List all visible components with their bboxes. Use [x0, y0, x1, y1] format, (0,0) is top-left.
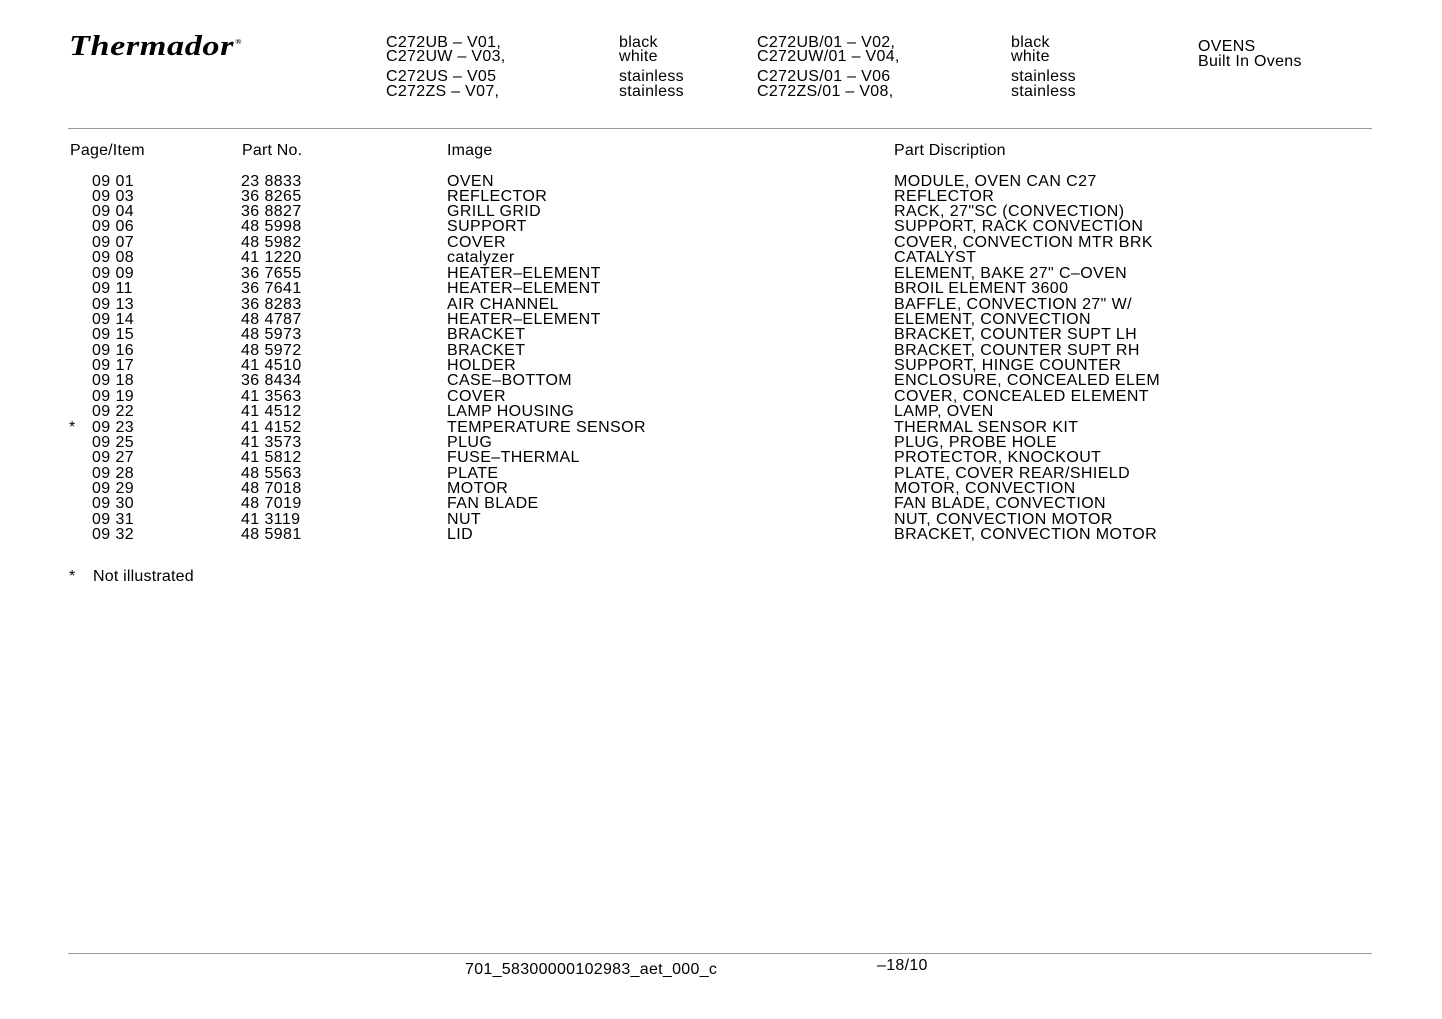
image-cell: MOTOR [447, 480, 509, 497]
page-item-cell: 09 14 [92, 311, 135, 328]
description-cell: PROTECTOR, KNOCKOUT [894, 449, 1102, 466]
page-item-cell: 09 11 [92, 280, 133, 297]
document-revision: –18/10 [877, 957, 928, 974]
page-item-cell: 09 31 [92, 511, 135, 528]
product-category [1198, 39, 1302, 69]
table-row [0, 343, 1442, 358]
page-item-cell: 09 15 [92, 326, 135, 343]
page-item-cell: 09 30 [92, 495, 135, 512]
table-row [0, 450, 1442, 465]
model-color: stainless [619, 68, 684, 85]
image-cell: BRACKET [447, 326, 526, 343]
image-cell: BRACKET [447, 342, 526, 359]
part-number-cell: 41 4152 [241, 419, 302, 436]
page-item-cell: 09 18 [92, 372, 135, 389]
table-row [0, 358, 1442, 373]
description-cell: SUPPORT, HINGE COUNTER [894, 357, 1122, 374]
description-cell: ENCLOSURE, CONCEALED ELEM [894, 372, 1161, 389]
image-cell: LAMP HOUSING [447, 403, 575, 420]
image-cell: GRILL GRID [447, 203, 542, 220]
table-row [0, 174, 1442, 189]
page-item-cell: 09 25 [92, 434, 135, 451]
image-cell: COVER [447, 234, 506, 251]
description-cell: COVER, CONCEALED ELEMENT [894, 388, 1149, 405]
table-row [0, 435, 1442, 450]
table-row [0, 512, 1442, 527]
image-cell: LID [447, 526, 474, 543]
description-cell: FAN BLADE, CONVECTION [894, 495, 1106, 512]
column-header-description: Part Discription [894, 142, 1006, 159]
document-number: 701_58300000102983_aet_000_c [465, 961, 718, 978]
page-item-cell: 09 28 [92, 465, 135, 482]
description-cell: MOTOR, CONVECTION [894, 480, 1076, 497]
column-header-part-no: Part No. [242, 142, 303, 159]
page-item-cell: 09 06 [92, 218, 135, 235]
footnote-text: Not illustrated [93, 568, 194, 585]
model-color: black [1011, 34, 1050, 51]
page-item-cell: 09 19 [92, 388, 135, 405]
description-cell: BRACKET, CONVECTION MOTOR [894, 526, 1158, 543]
image-cell: OVEN [447, 173, 494, 190]
image-cell: PLUG [447, 434, 493, 451]
image-cell: catalyzer [447, 249, 515, 266]
description-cell: ELEMENT, CONVECTION [894, 311, 1091, 328]
image-cell: COVER [447, 388, 506, 405]
description-cell: BRACKET, COUNTER SUPT LH [894, 326, 1138, 343]
category-subtitle: Built In Ovens [1198, 53, 1302, 70]
table-row [0, 466, 1442, 481]
part-number-cell: 41 3563 [241, 388, 302, 405]
table-row [0, 219, 1442, 234]
image-cell: REFLECTOR [447, 188, 548, 205]
table-row [0, 481, 1442, 496]
model-number: C272UW – V03, [386, 48, 506, 65]
part-number-cell: 48 5972 [241, 342, 302, 359]
table-row [0, 420, 1442, 435]
registered-mark: ® [235, 38, 242, 47]
table-row [0, 389, 1442, 404]
part-number-cell: 36 8827 [241, 203, 302, 220]
model-number: C272UW/01 – V04, [757, 48, 900, 65]
model-color: white [1011, 48, 1050, 65]
image-cell: SUPPORT [447, 218, 527, 235]
page-item-cell: 09 16 [92, 342, 135, 359]
model-color: white [619, 48, 658, 65]
description-cell: SUPPORT, RACK CONVECTION [894, 218, 1144, 235]
model-color: stainless [1011, 83, 1076, 100]
page-item-cell: 09 17 [92, 357, 135, 374]
description-cell: REFLECTOR [894, 188, 995, 205]
part-number-cell: 41 1220 [241, 249, 302, 266]
description-cell: BAFFLE, CONVECTION 27" W/ [894, 296, 1132, 313]
page-item-cell: 09 04 [92, 203, 135, 220]
part-number-cell: 48 7019 [241, 495, 302, 512]
page-item-cell: 09 27 [92, 449, 135, 466]
part-number-cell: 41 3119 [241, 511, 301, 528]
image-cell: PLATE [447, 465, 499, 482]
page-item-cell: 09 29 [92, 480, 135, 497]
part-number-cell: 41 4510 [241, 357, 302, 374]
part-number-cell: 36 8283 [241, 296, 302, 313]
table-row [0, 250, 1442, 265]
table-row [0, 189, 1442, 204]
image-cell: HEATER–ELEMENT [447, 280, 601, 297]
table-row [0, 327, 1442, 342]
image-cell: AIR CHANNEL [447, 296, 559, 313]
description-cell: BRACKET, COUNTER SUPT RH [894, 342, 1140, 359]
table-row [0, 373, 1442, 388]
page-item-cell: 09 01 [92, 173, 135, 190]
part-number-cell: 48 5998 [241, 218, 302, 235]
model-number: C272ZS – V07, [386, 83, 500, 100]
table-row [0, 281, 1442, 296]
image-cell: HOLDER [447, 357, 517, 374]
part-number-cell: 48 5563 [241, 465, 302, 482]
table-row [0, 266, 1442, 281]
footer-divider [68, 953, 1372, 954]
description-cell: PLUG, PROBE HOLE [894, 434, 1057, 451]
page-item-cell: 09 23 [92, 419, 135, 436]
part-number-cell: 23 8833 [241, 173, 302, 190]
model-number: C272ZS/01 – V08, [757, 83, 894, 100]
description-cell: CATALYST [894, 249, 977, 266]
table-row [0, 312, 1442, 327]
row-mark: * [69, 419, 76, 436]
brand-logo-text: Thermador [69, 30, 235, 62]
table-row [0, 404, 1442, 419]
page-item-cell: 09 09 [92, 265, 135, 282]
table-row [0, 235, 1442, 250]
page-item-cell: 09 13 [92, 296, 135, 313]
description-cell: LAMP, OVEN [894, 403, 994, 420]
description-cell: BROIL ELEMENT 3600 [894, 280, 1069, 297]
part-number-cell: 41 3573 [241, 434, 302, 451]
column-header-image: Image [447, 142, 493, 159]
description-cell: RACK, 27"SC (CONVECTION) [894, 203, 1125, 220]
description-cell: COVER, CONVECTION MTR BRK [894, 234, 1153, 251]
image-cell: NUT [447, 511, 482, 528]
page-item-cell: 09 32 [92, 526, 135, 543]
description-cell: ELEMENT, BAKE 27" C–OVEN [894, 265, 1128, 282]
footnote-mark: * [69, 568, 76, 585]
model-number: C272US/01 – V06 [757, 68, 891, 85]
description-cell: MODULE, OVEN CAN C27 [894, 173, 1097, 190]
image-cell: HEATER–ELEMENT [447, 311, 601, 328]
part-number-cell: 36 7641 [241, 280, 302, 297]
part-number-cell: 41 5812 [241, 449, 302, 466]
image-cell: FUSE–THERMAL [447, 449, 580, 466]
page-item-cell: 09 07 [92, 234, 135, 251]
model-color: black [619, 34, 658, 51]
header-divider [68, 128, 1372, 129]
image-cell: TEMPERATURE SENSOR [447, 419, 646, 436]
image-cell: FAN BLADE [447, 495, 539, 512]
model-number: C272UB – V01, [386, 34, 502, 51]
image-cell: CASE–BOTTOM [447, 372, 573, 389]
model-number: C272US – V05 [386, 68, 497, 85]
description-cell: PLATE, COVER REAR/SHIELD [894, 465, 1131, 482]
part-number-cell: 36 7655 [241, 265, 302, 282]
part-number-cell: 36 8265 [241, 188, 302, 205]
brand-logo [69, 30, 242, 63]
part-number-cell: 41 4512 [241, 403, 302, 420]
description-cell: THERMAL SENSOR KIT [894, 419, 1079, 436]
page-item-cell: 09 22 [92, 403, 135, 420]
model-color: stainless [619, 83, 684, 100]
part-number-cell: 48 5981 [241, 526, 302, 543]
table-row [0, 496, 1442, 511]
part-number-cell: 36 8434 [241, 372, 302, 389]
category-title: OVENS [1198, 38, 1256, 55]
page-item-cell: 09 03 [92, 188, 135, 205]
model-number: C272UB/01 – V02, [757, 34, 896, 51]
table-row [0, 527, 1442, 542]
model-color: stainless [1011, 68, 1076, 85]
table-row [0, 297, 1442, 312]
part-number-cell: 48 4787 [241, 311, 302, 328]
column-header-page-item: Page/Item [70, 142, 145, 159]
image-cell: HEATER–ELEMENT [447, 265, 601, 282]
part-number-cell: 48 7018 [241, 480, 302, 497]
description-cell: NUT, CONVECTION MOTOR [894, 511, 1113, 528]
table-row [0, 204, 1442, 219]
page-item-cell: 09 08 [92, 249, 135, 266]
part-number-cell: 48 5982 [241, 234, 302, 251]
part-number-cell: 48 5973 [241, 326, 302, 343]
